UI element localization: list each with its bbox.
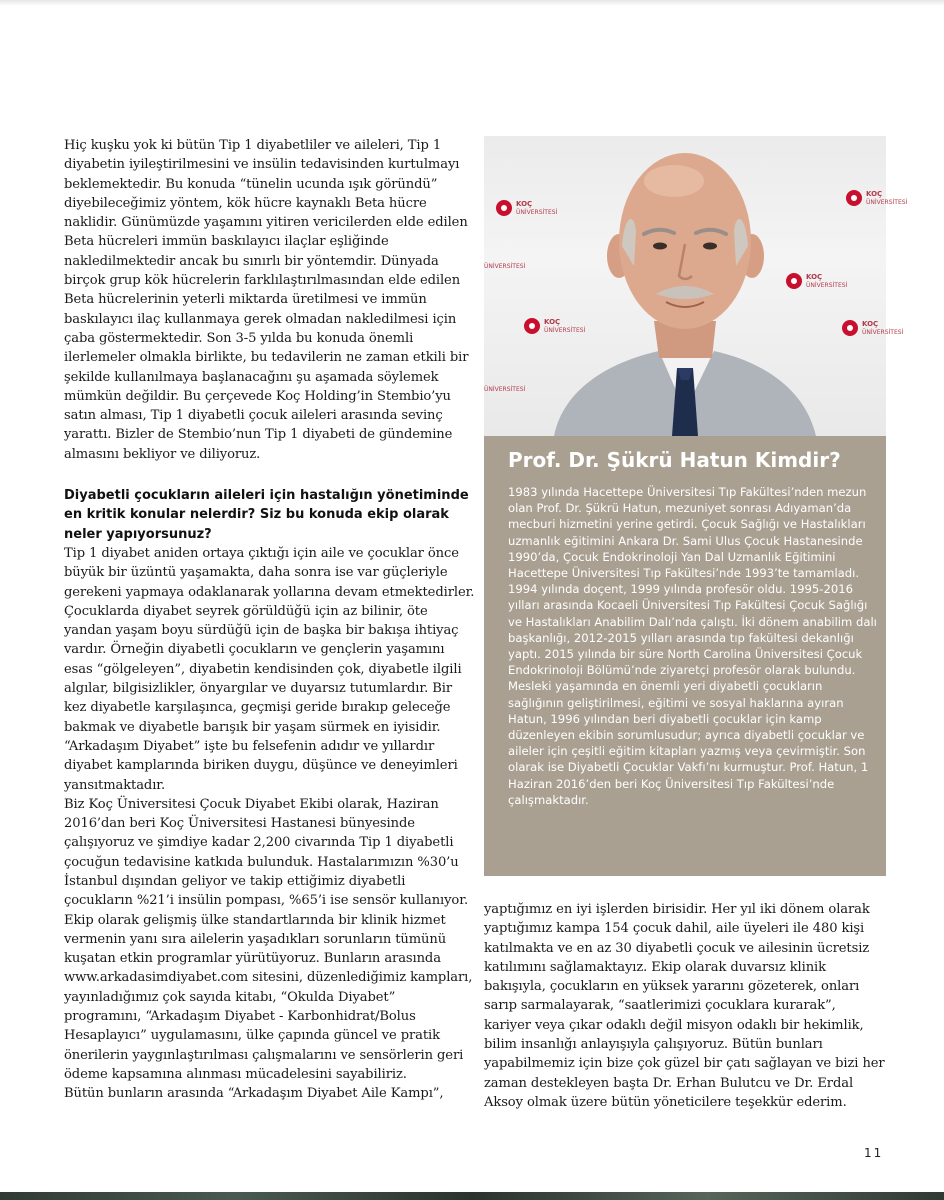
bottom-edge [0,1192,944,1200]
page-number: 11 [864,1146,884,1160]
svg-text:ÜNİVERSİTESİ: ÜNİVERSİTESİ [806,282,848,289]
bio-text: 1983 yılında Hacettepe Üniversitesi Tıp Fakültesi’nden mezun olan Prof. Dr. Şükrü Hatun, mezuniyet sonrası Adıyaman’da mecburi hizmetini yerine getirdi. Çocuk Sağlığı ve Hastalıkları uzmanlık eğitimini Ankara Dr. Sami Ulus Çocuk Hastanesinde 1990’da, Çocuk Endokrinoloji Yan Dal Uzmanlık Eğitimini Hacettepe Üniversitesi Tıp Fakültesi’nde 1993’te tamamladı. 1994 yılında doçent, 1999 yılında profesör oldu. 1995-2016 yılları arasında Kocaeli Üniversitesi Tıp Fakültesi Çocuk Sağlığı ve Hastalıkları Anabilim Dalı’nda çalıştı. İki dönem anabilim dalı başkanlığı, 2012-2015 yılları arasında tıp fakültesi dekanlığı yaptı. 2015 yılında bir süre North Carolina Üniversitesi Çocuk Endokrinoloji Bölümü’nde ziyaretçi profesör olarak bulundu. Mesleki yaşamında en önemli yeri diyabetli çocukların sağlığının geliştirilmesi, eğitimi ve sosyal haklarına ayıran Hatun, 1996 yılından beri diyabetli çocuklar için kamp düzenleyen ekibin sorumlusudur; ayrıca diyabetli çocuklar ve aileler için çeşitli eğitim kitapları yazmış veya çevirmiştir. Son olarak ise Diyabetli Çocuklar Vakfı’nı kurmuştur. Prof. Hatun, 1 Haziran 2016’den beri Koç Üniversitesi Tıp Fakültesi’nde çalışmaktadır. [508,485,877,807]
bio-box [484,436,886,876]
svg-text:ÜNİVERSİTESİ: ÜNİVERSİTESİ [484,263,526,270]
interview-question: Diyabetli çocukların aileleri için hastalığın yönetiminde en kritik konular nelerdir? Siz bu konuda ekip olarak neler yapıyorsunuz? [64,488,469,542]
svg-text:KOÇ: KOÇ [806,273,823,281]
brand-logo [786,273,848,289]
svg-text:ÜNİVERSİTESİ: ÜNİVERSİTESİ [516,209,558,216]
svg-text:KOÇ: KOÇ [862,320,879,328]
brand-logo [524,318,586,334]
svg-text:ÜNİVERSİTESİ: ÜNİVERSİTESİ [484,386,526,393]
svg-text:KOÇ: KOÇ [866,190,883,198]
brand-logo [846,190,908,206]
svg-text:KOÇ: KOÇ [544,318,561,326]
article-right-column [484,900,886,1112]
top-edge [0,0,944,6]
answer-paragraph-4: Bütün bunların arasında “Arkadaşım Diyabet Aile Kampı”, [64,1086,444,1102]
continuation-paragraph: yaptığımız en iyi işlerden birisidir. Her yıl iki dönem olarak yaptığımız kampa 154 çocuk dahil, aile üyeleri ile 480 kişi katılmakta ve en az 30 diyabetli çocuk ve ailesinin ücretsiz katılımını sağlamaktayız. Ekip olarak duvarsız klinik bakışıyla, çocukların en yüksek yararını gözeterek, onları sarıp sarmalayarak, “saatlerimizi çocuklara kurarak”, kariyer veya çıkar odaklı değil misyon odaklı bir hekimlik, bilim insanlığı anlayışıyla çalışıyoruz. Bütün bunları yapabilmemiz için bize çok güzel bir çatı sağlayan ve bizi her zaman destekleyen başta Dr. Erhan Bulutcu ve Dr. Erdal Aksoy olmak üzere bütün yöneticilere teşekkür ederim. [484,902,885,1110]
brand-logo [484,263,526,393]
svg-text:KOÇ: KOÇ [516,200,533,208]
bio-title: Prof. Dr. Şükrü Hatun Kimdir? [508,448,841,472]
brand-logo [496,200,558,216]
answer-paragraph-3: Ekip olarak gelişmiş ülke standartlarında bir klinik hizmet vermenin yanı sıra ailelerin yaşadıkları sorunların tümünü kuşatan etkin programlar yürütüyoruz. Bunların arasında www.arkadasimdiyabet.com sitesini, düzenlediğimiz kampları, yayınladığımız çok sayıda kitabı, “Okulda Diyabet” programını, “Arkadaşım Diyabet - Karbonhidrat/Bolus Hesaplayıcı” uygulamasını, ülke çapında güncel ve pratik önerilerin yaygınlaştırılması çalışmalarını ve sensörlerin geri ödeme kapsamına alınması mücadelesini sayabiliriz. [64,912,473,1082]
brand-logo [842,320,904,336]
answer-paragraph-1: Tip 1 diyabet aniden ortaya çıktığı için aile ve çocuklar önce büyük bir üzüntü yaşamakta, daha sonra ise var güçleriyle gerekeni yapmaya odaklanarak yollarına devam etmektedirler. Çocuklarda diyabet seyrek görüldüğü için az bilinir, öte yandan yaşam boyu sürdüğü için de başka bir bakışa ihtiyaç vardır. Örneğin diyabetli çocukların ve gençlerin yaşamını esas “gölgeleyen”, diyabetin kendisinden çok, diyabetle ilgili algılar, bilgisizlikler, önyargılar ve duyarsız tutumlardır. Bir kez diyabetle karşılaşınca, geçmişi geride bırakıp geleceğe bakmak ve diyabetle barışık bir yaşam sürmek en iyisidir. “Arkadaşım Diyabet” işte bu felsefenin adıdır ve yıllardır diyabet kamplarında biriken duygu, düşünce ve deneyimleri yansıtmaktadır. [64,545,475,793]
intro-paragraph: Hiç kuşku yok ki bütün Tip 1 diyabetliler ve aileleri, Tip 1 diyabetin iyileştirilmesini ve insülin tedavisinden kurtulmayı beklemektedir. Bu konuda “tünelin ucunda ışık göründü” diyebileceğimiz yöntem, kök hücre kaynaklı Beta hücre naklidir. Günümüzde yaşamını yitiren vericilerden elde edilen Beta hücreleri immün baskılayıcı ilaçlar eşliğinde nakledilmektedir ancak bu sınırlı bir yöntemdir. Dünyada birçok grup kök hücrelerin farklılaştırılmasından elde edilen Beta hücrelerinin yeterli miktarda üretilmesi ve immün baskılayıcı ilaç kullanmaya gerek olmadan nakledilmesi için çaba göstermektedir. Son 3-5 yılda bu konuda önemli ilerlemeler olmakla birlikte, bu tedavilerin ne zaman etkili bir şekilde kullanılmaya başlanacağını şu aşamada söylemek mümkün değildir. Bu çerçevede Koç Holding’in Stembio’yu satın alması, Tip 1 diyabetli çocuk aileleri arasında sevinç yarattı. Bizler de Stembio’nun Tip 1 diyabeti de gündemine almasını bekliyor ve diliyoruz. [64,138,469,462]
portrait-photo [484,136,908,436]
portrait-illustration [484,136,908,436]
svg-text:ÜNİVERSİTESİ: ÜNİVERSİTESİ [862,329,904,336]
article-left-column [64,136,476,1104]
svg-text:ÜNİVERSİTESİ: ÜNİVERSİTESİ [866,199,908,206]
answer-paragraph-2: Biz Koç Üniversitesi Çocuk Diyabet Ekibi olarak, Haziran 2016’dan beri Koç Üniversitesi Hastanesi bünyesinde çalışıyoruz ve şimdiye kadar 2,200 civarında Tip 1 diyabetli çocuğun tedavisine katkıda bulunduk. Hastalarımızın %30’u İstanbul dışından geliyor ve takip ettiğimiz diyabetli çocukların %21’i insülin pompası, %65’i ise sensör kullanıyor. [64,796,469,909]
svg-text:ÜNİVERSİTESİ: ÜNİVERSİTESİ [544,327,586,334]
